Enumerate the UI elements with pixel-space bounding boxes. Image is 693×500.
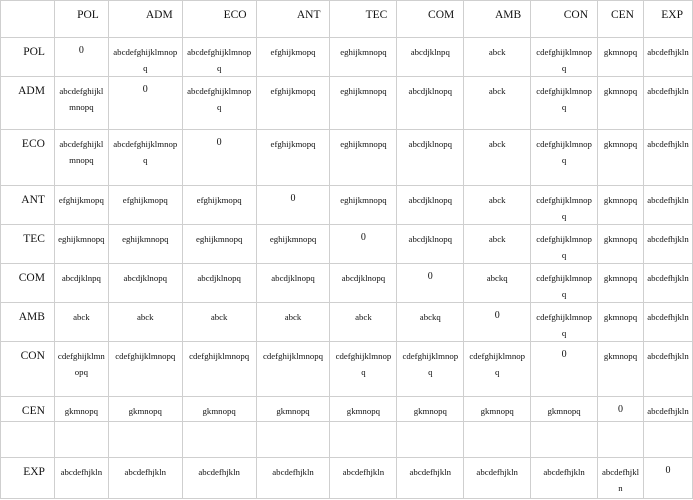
table-cell: abcdefhjkln [643, 38, 692, 77]
table-cell: cdefghijklmnopq [182, 342, 256, 397]
table-cell: gkmnopq [464, 397, 531, 422]
table-cell-continuation [464, 422, 531, 458]
table-cell: efghijkmopq [54, 186, 108, 225]
table-cell: abcdefhjkln [464, 458, 531, 499]
table-cell: gkmnopq [531, 397, 598, 422]
table-cell: gkmnopq [598, 38, 644, 77]
table-cell: gkmnopq [397, 397, 464, 422]
table-cell: 0 [531, 342, 598, 397]
row-header: AMB [1, 303, 55, 342]
table-cell: eghijkmnopq [182, 225, 256, 264]
row-header-continuation [1, 422, 55, 458]
row-header: EXP [1, 458, 55, 499]
row-header: CON [1, 342, 55, 397]
table-cell: abcdefhjkln [643, 397, 692, 422]
table-cell: abcdefhjkln [643, 342, 692, 397]
table-cell: abck [464, 38, 531, 77]
table-cell: gkmnopq [108, 397, 182, 422]
table-cell: abcdefghijklmnopq [182, 38, 256, 77]
table-cell: gkmnopq [54, 397, 108, 422]
table-cell: abcdefhjkln [397, 458, 464, 499]
table-row [1, 303, 693, 342]
table-cell: cdefghijklmnopq [531, 186, 598, 225]
table-row [1, 342, 693, 397]
table-cell: abcdjklnopq [397, 186, 464, 225]
table-cell: cdefghijklmnopq [531, 77, 598, 130]
table-cell: 0 [464, 303, 531, 342]
table-cell: efghijkmopq [182, 186, 256, 225]
column-header: ECO [182, 1, 256, 38]
table-cell: abcdefghijklmnopq [108, 38, 182, 77]
table-cell-continuation [182, 422, 256, 458]
table-cell: abcdefhjkln [531, 458, 598, 499]
table-cell: abck [464, 130, 531, 186]
table-cell: abcdjklnpq [397, 38, 464, 77]
table-cell: abcdjklnopq [108, 264, 182, 303]
table-cell: cdefghijklmnopq [54, 342, 108, 397]
table-cell: efghijkmopq [256, 130, 330, 186]
table-cell: abcdefhjkln [54, 458, 108, 499]
column-header: POL [54, 1, 108, 38]
table-cell: cdefghijklmnopq [256, 342, 330, 397]
table-cell: 0 [397, 264, 464, 303]
table-cell: abcdjklnopq [397, 225, 464, 264]
row-header: TEC [1, 225, 55, 264]
table-cell: cdefghijklmnopq [531, 303, 598, 342]
table-cell-continuation [256, 422, 330, 458]
table-row [1, 458, 693, 499]
column-header: EXP [643, 1, 692, 38]
table-row [1, 264, 693, 303]
column-header: AMB [464, 1, 531, 38]
table-cell: eghijkmnopq [108, 225, 182, 264]
row-header: ANT [1, 186, 55, 225]
column-header: TEC [330, 1, 397, 38]
table-cell: cdefghijklmnopq [531, 38, 598, 77]
table-cell: abcdefhjkln [643, 225, 692, 264]
table-cell: abcdjklnopq [182, 264, 256, 303]
table-cell-continuation [330, 422, 397, 458]
table-cell-continuation [531, 422, 598, 458]
table-cell: gkmnopq [598, 225, 644, 264]
table-cell: cdefghijklmnopq [108, 342, 182, 397]
table-cell: abck [464, 77, 531, 130]
table-cell: abck [256, 303, 330, 342]
table-cell: cdefghijklmnopq [397, 342, 464, 397]
table-cell: 0 [330, 225, 397, 264]
table-cell: abck [464, 186, 531, 225]
table-cell: abcdefhjkln [643, 77, 692, 130]
table-cell-continuation [598, 422, 644, 458]
table-cell: 0 [643, 458, 692, 499]
table-cell: efghijkmopq [256, 38, 330, 77]
table-cell: 0 [182, 130, 256, 186]
table-cell: abcdjklnopq [397, 130, 464, 186]
table-row [1, 225, 693, 264]
table-cell-continuation [643, 422, 692, 458]
table-cell: abck [182, 303, 256, 342]
table-cell: gkmnopq [256, 397, 330, 422]
table-cell: abcdefhjkln [643, 186, 692, 225]
table-row [1, 130, 693, 186]
table-cell: abcdjklnpq [54, 264, 108, 303]
table-cell-continuation [108, 422, 182, 458]
table-cell: gkmnopq [598, 77, 644, 130]
table-cell: eghijkmnopq [330, 77, 397, 130]
table-cell: 0 [108, 77, 182, 130]
table-row [1, 397, 693, 422]
table-cell: 0 [598, 397, 644, 422]
table-cell: efghijkmopq [256, 77, 330, 130]
table-cell: abck [330, 303, 397, 342]
row-header: POL [1, 38, 55, 77]
table-row [1, 77, 693, 130]
table-cell: abcdefhjkln [330, 458, 397, 499]
table-cell: gkmnopq [182, 397, 256, 422]
table-cell: cdefghijklmnopq [330, 342, 397, 397]
table-cell: abcdefghijklmnopq [108, 130, 182, 186]
table-cell: gkmnopq [598, 303, 644, 342]
table-cell: abcdjklnopq [256, 264, 330, 303]
table-cell: abcdefghijklmnopq [54, 77, 108, 130]
column-header: COM [397, 1, 464, 38]
row-header: COM [1, 264, 55, 303]
table-cell-continuation [397, 422, 464, 458]
table-cell: gkmnopq [598, 186, 644, 225]
table-cell: abcdjklnopq [397, 77, 464, 130]
table-cell: abckq [397, 303, 464, 342]
table-cell: eghijkmnopq [330, 186, 397, 225]
table-cell: abcdefhjkln [598, 458, 644, 499]
table-row-continuation [1, 422, 693, 458]
table-cell: abcdefghijklmnopq [182, 77, 256, 130]
table-cell: abck [464, 225, 531, 264]
table-cell: cdefghijklmnopq [531, 264, 598, 303]
table-cell: abck [108, 303, 182, 342]
table-cell: cdefghijklmnopq [531, 130, 598, 186]
column-header: ANT [256, 1, 330, 38]
table-cell: efghijkmopq [108, 186, 182, 225]
table-cell: abcdjklnopq [330, 264, 397, 303]
header-row [1, 1, 693, 38]
table-cell: eghijkmnopq [330, 130, 397, 186]
corner-cell [1, 1, 55, 38]
table-cell: gkmnopq [330, 397, 397, 422]
column-header: CEN [598, 1, 644, 38]
table-cell: abckq [464, 264, 531, 303]
column-header: CON [531, 1, 598, 38]
table-cell: eghijkmnopq [256, 225, 330, 264]
table-cell: abcdefhjkln [643, 264, 692, 303]
table-cell: abcdefhjkln [256, 458, 330, 499]
table-cell: abcdefghijklmnopq [54, 130, 108, 186]
row-header: CEN [1, 397, 55, 422]
row-header: ECO [1, 130, 55, 186]
table-cell: cdefghijklmnopq [464, 342, 531, 397]
table-cell: gkmnopq [598, 264, 644, 303]
table-cell: abcdefhjkln [108, 458, 182, 499]
table-cell: gkmnopq [598, 342, 644, 397]
table-cell: eghijkmnopq [330, 38, 397, 77]
row-header: ADM [1, 77, 55, 130]
table-row [1, 186, 693, 225]
table-cell: 0 [256, 186, 330, 225]
table-cell: cdefghijklmnopq [531, 225, 598, 264]
column-header: ADM [108, 1, 182, 38]
table-cell: abcdefhjkln [182, 458, 256, 499]
table-row [1, 38, 693, 77]
table-cell: abck [54, 303, 108, 342]
table-cell-continuation [54, 422, 108, 458]
table-cell: abcdefhjkln [643, 130, 692, 186]
table-cell: gkmnopq [598, 130, 644, 186]
table-cell: 0 [54, 38, 108, 77]
table-cell: eghijkmnopq [54, 225, 108, 264]
table-cell: abcdefhjkln [643, 303, 692, 342]
